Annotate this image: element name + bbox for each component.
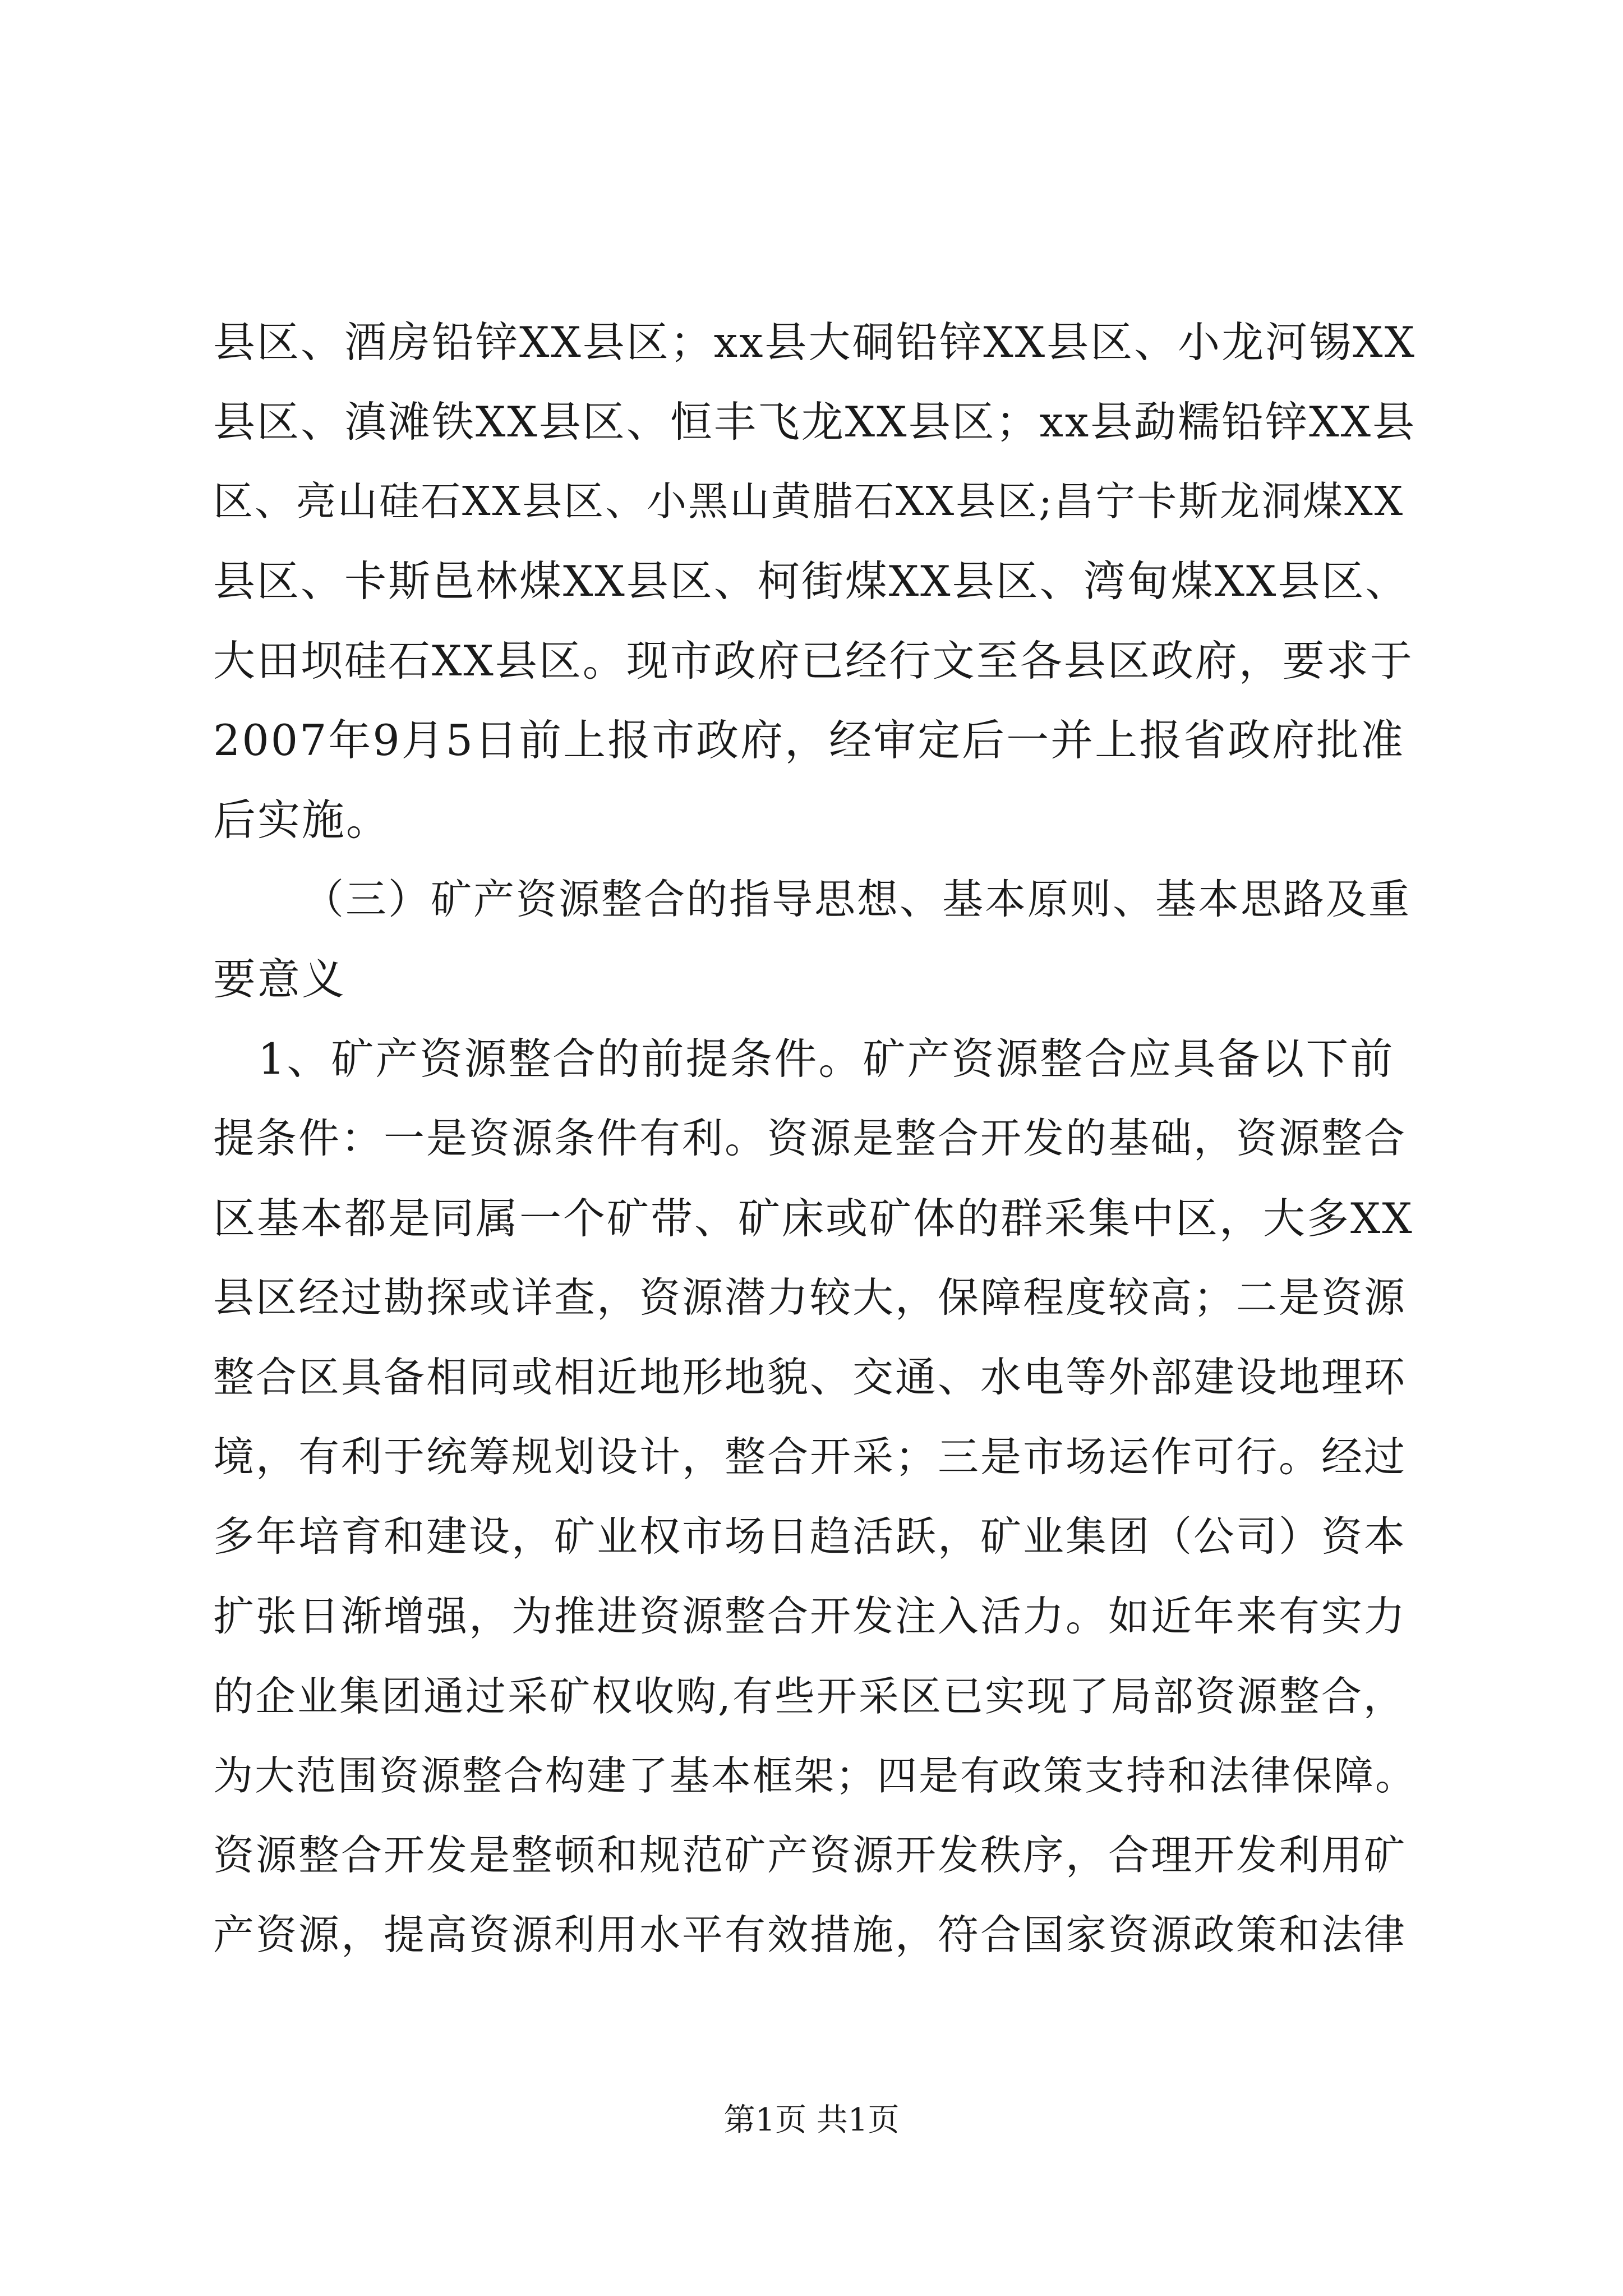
body-text-line: 产资源，提高资源利用水平有效措施，符合国家资源政策和法律 xyxy=(213,1911,1407,1959)
body-text-line: 县区经过勘探或详查，资源潜力较大，保障程度较高；二是资源 xyxy=(213,1274,1407,1322)
body-text-line: 资源整合开发是整顿和规范矿产资源开发秩序，合理开发利用矿 xyxy=(213,1832,1407,1879)
body-text-line: 2007年9月5日前上报市政府，经审定后一并上报省政府批准 xyxy=(213,715,1405,765)
paragraph-first-line: 1、矿产资源整合的前提条件。矿产资源整合应具备以下前 xyxy=(258,1034,1395,1084)
body-text-line: 后实施。 xyxy=(213,795,390,845)
body-text-line: 区、亮山硅石XX县区、小黑山黄腊石XX县区;昌宁卡斯龙洞煤XX xyxy=(213,478,1405,524)
body-text-line: 县区、卡斯邑林煤XX县区、柯街煤XX县区、湾甸煤XX县区、 xyxy=(213,556,1409,606)
body-text-line: 多年培育和建设，矿业权市场日趋活跃，矿业集团（公司）资本 xyxy=(213,1513,1407,1561)
body-text-line: 县区、滇滩铁XX县区、恒丰飞龙XX县区；xx县勐糯铅锌XX县 xyxy=(213,397,1416,447)
body-text-line: 扩张日渐增强，为推进资源整合开发注入活力。如近年来有实力 xyxy=(213,1593,1407,1640)
section-heading-continued: 要意义 xyxy=(213,954,346,1004)
section-heading: （三）矿产资源整合的指导思想、基本原则、基本思路及重 xyxy=(303,876,1411,923)
body-text-line: 大田坝硅石XX县区。现市政府已经行文至各县区政府，要求于 xyxy=(213,636,1414,685)
body-text-line: 境，有利于统筹规划设计，整合开采；三是市场运作可行。经过 xyxy=(213,1433,1407,1481)
body-text-line: 的企业集团通过采矿权收购,有些开采区已实现了局部资源整合， xyxy=(213,1673,1405,1720)
body-text-line: 提条件：一是资源条件有利。资源是整合开发的基础，资源整合 xyxy=(213,1115,1407,1162)
body-text-line: 整合区具备相同或相近地形地貌、交通、水电等外部建设地理环 xyxy=(213,1354,1407,1401)
page-footer: 第1页 共1页 xyxy=(723,2102,900,2138)
body-text-line: 县区、酒房铅锌XX县区；xx县大硐铅锌XX县区、小龙河锡XX xyxy=(213,318,1416,367)
body-text-line: 为大范围资源整合构建了基本框架；四是有政策支持和法律保障。 xyxy=(213,1752,1417,1799)
body-text-line: 区基本都是同属一个矿带、矿床或矿体的群采集中区，大多XX xyxy=(213,1194,1414,1243)
